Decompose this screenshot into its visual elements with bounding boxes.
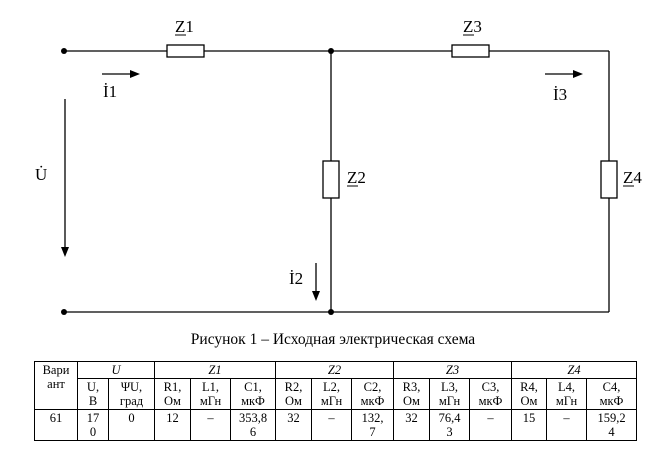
table-cell: 12 bbox=[155, 410, 191, 441]
table-cell: – bbox=[191, 410, 231, 441]
header-cell: R4, Ом bbox=[512, 379, 547, 410]
header-cell: L2, мГн bbox=[312, 379, 352, 410]
header-cell: C1, мкФ bbox=[231, 379, 276, 410]
header-variant: Вари ант bbox=[35, 362, 78, 410]
terminal-bottom bbox=[61, 309, 67, 315]
table-cell: 159,2 4 bbox=[587, 410, 637, 441]
header-cell: R2, Ом bbox=[276, 379, 312, 410]
i1-arrowhead bbox=[130, 70, 140, 78]
table-cell: 61 bbox=[35, 410, 78, 441]
i1-label: İ1 bbox=[103, 82, 118, 101]
z2-label: Z2 bbox=[347, 168, 366, 187]
header-cell: ΨU, град bbox=[109, 379, 155, 410]
z2-resistor bbox=[323, 161, 339, 198]
header-z3-group: Z3 bbox=[394, 362, 512, 379]
table-header-row-1 bbox=[35, 362, 637, 379]
table-cell: – bbox=[312, 410, 352, 441]
table-cell: 132, 7 bbox=[352, 410, 394, 441]
z1-resistor bbox=[167, 45, 204, 57]
header-cell: L3, мГн bbox=[430, 379, 470, 410]
table-cell: 353,8 6 bbox=[231, 410, 276, 441]
node-bottom bbox=[328, 309, 334, 315]
z1-label: Z1 bbox=[175, 17, 194, 36]
header-cell: C4, мкФ bbox=[587, 379, 637, 410]
table-cell: – bbox=[470, 410, 512, 441]
header-cell: L1, мГн bbox=[191, 379, 231, 410]
header-cell: U, В bbox=[78, 379, 109, 410]
i3-arrowhead bbox=[573, 70, 583, 78]
header-z1-group: Z1 bbox=[155, 362, 276, 379]
z3-resistor bbox=[452, 45, 489, 57]
header-cell: C3, мкФ bbox=[470, 379, 512, 410]
table-cell: – bbox=[547, 410, 587, 441]
table-header-row-2 bbox=[35, 379, 637, 410]
u-arrowhead bbox=[61, 247, 69, 257]
z4-resistor bbox=[601, 161, 617, 198]
i2-label: İ2 bbox=[289, 269, 304, 288]
table-cell: 17 0 bbox=[78, 410, 109, 441]
header-z2-group: Z2 bbox=[276, 362, 394, 379]
header-cell: R1, Ом bbox=[155, 379, 191, 410]
node-top bbox=[328, 48, 334, 54]
table-cell: 32 bbox=[276, 410, 312, 441]
parameters-table bbox=[34, 361, 637, 441]
table-cell: 15 bbox=[512, 410, 547, 441]
header-cell: L4, мГн bbox=[547, 379, 587, 410]
header-z4-group: Z4 bbox=[512, 362, 637, 379]
u-label: U̇ bbox=[35, 165, 48, 184]
table-cell: 76,4 3 bbox=[430, 410, 470, 441]
header-u-group: U bbox=[78, 362, 155, 379]
i3-label: İ3 bbox=[553, 85, 568, 104]
header-cell: C2, мкФ bbox=[352, 379, 394, 410]
table-cell: 0 bbox=[109, 410, 155, 441]
header-cell: R3, Ом bbox=[394, 379, 430, 410]
z3-label: Z3 bbox=[463, 17, 482, 36]
z4-label: Z4 bbox=[623, 168, 642, 187]
terminal-top bbox=[61, 48, 67, 54]
table-cell: 32 bbox=[394, 410, 430, 441]
table-row bbox=[35, 410, 637, 441]
figure-caption: Рисунок 1 – Исходная электрическая схема bbox=[190, 331, 476, 348]
i2-arrowhead bbox=[312, 291, 320, 301]
